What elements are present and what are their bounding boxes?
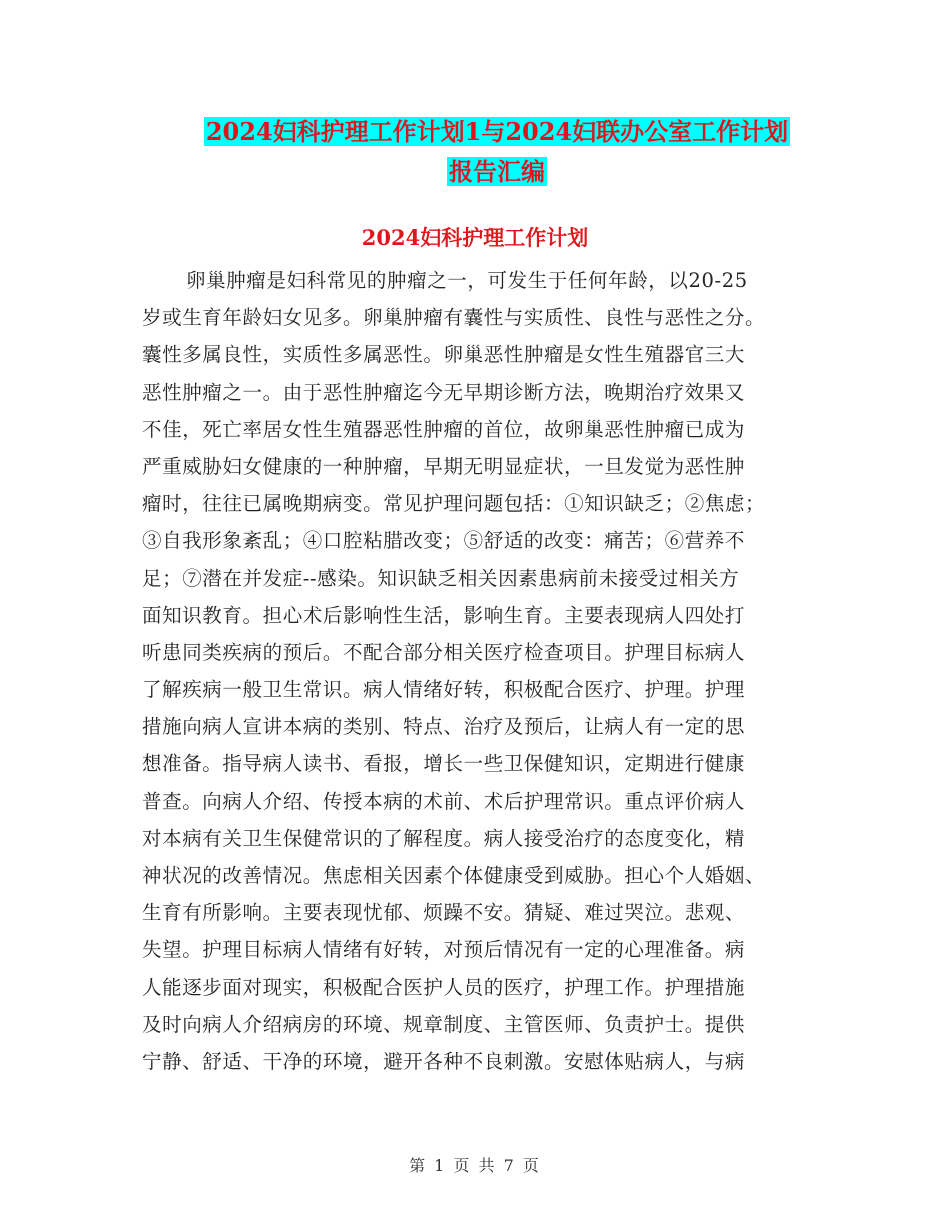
paragraph-line: 足；⑦潜在并发症--感染。知识缺乏相关因素患病前未接受过相关方 bbox=[142, 566, 740, 590]
paragraph-line: 普查。向病人介绍、传授本病的术前、术后护理常识。重点评价病人 bbox=[142, 789, 746, 813]
document-title-line-1: 2024妇科护理工作计划1与2024妇联办公室工作计划 bbox=[205, 117, 789, 146]
paragraph-line: 失望。护理目标病人情绪有好转，对预后情况有一定的心理准备。病 bbox=[142, 938, 746, 962]
page-footer: 第 1 页 共 7 页 bbox=[409, 1156, 541, 1175]
paragraph-line: 面知识教育。担心术后影响性生活，影响生育。主要表现病人四处打 bbox=[142, 603, 746, 627]
paragraph-line: 不佳，死亡率居女性生殖器恶性肿瘤的首位，故卵巢恶性肿瘤已成为 bbox=[142, 417, 746, 441]
paragraph-line: 措施向病人宣讲本病的类别、特点、治疗及预后，让病人有一定的思 bbox=[142, 715, 746, 739]
paragraph-line: 生育有所影响。主要表现忧郁、烦躁不安。猜疑、难过哭泣。悲观、 bbox=[142, 901, 746, 925]
paragraph-line: 对本病有关卫生保健常识的了解程度。病人接受治疗的态度变化，精 bbox=[142, 826, 746, 850]
document-title-line-2: 报告汇编 bbox=[449, 157, 545, 186]
paragraph-line: 了解疾病一般卫生常识。病人情绪好转，积极配合医疗、护理。护理 bbox=[142, 678, 746, 702]
paragraph-line: 听患同类疾病的预后。不配合部分相关医疗检查项目。护理目标病人 bbox=[142, 640, 746, 664]
paragraph-line: 卵巢肿瘤是妇科常见的肿瘤之一，可发生于任何年龄，以20-25 bbox=[186, 269, 748, 292]
section-title: 2024妇科护理工作计划 bbox=[361, 225, 589, 250]
paragraph-line: 囊性多属良性，实质性多属恶性。卵巢恶性肿瘤是女性生殖器官三大 bbox=[142, 343, 746, 367]
paragraph-line: 恶性肿瘤之一。由于恶性肿瘤迄今无早期诊断方法，晚期治疗效果又 bbox=[142, 380, 746, 404]
paragraph-line: 想准备。指导病人读书、看报，增长一些卫保健知识，定期进行健康 bbox=[142, 752, 746, 776]
paragraph-line: 及时向病人介绍病房的环境、规章制度、主管医师、负责护士。提供 bbox=[142, 1012, 746, 1036]
paragraph-line: 人能逐步面对现实，积极配合医护人员的医疗，护理工作。护理措施 bbox=[142, 975, 746, 999]
paragraph-line: 岁或生育年龄妇女见多。卵巢肿瘤有囊性与实质性、良性与恶性之分。 bbox=[142, 306, 766, 330]
paragraph-line: 宁静、舒适、干净的环境，避开各种不良刺激。安慰体贴病人，与病 bbox=[142, 1049, 746, 1073]
paragraph-line: 神状况的改善情况。焦虑相关因素个体健康受到威胁。担心个人婚姻、 bbox=[142, 864, 766, 887]
paragraph-line: 瘤时，往往已属晚期病变。常见护理问题包括：①知识缺乏；②焦虑； bbox=[142, 492, 766, 516]
body-text bbox=[142, 262, 802, 1080]
document-title bbox=[140, 112, 854, 192]
paragraph-line: ③自我形象紊乱；④口腔粘腊改变；⑤舒适的改变：痛苦；⑥营养不 bbox=[142, 529, 746, 553]
paragraph-line: 严重威胁妇女健康的一种肿瘤，早期无明显症状，一旦发觉为恶性肿 bbox=[142, 454, 746, 478]
